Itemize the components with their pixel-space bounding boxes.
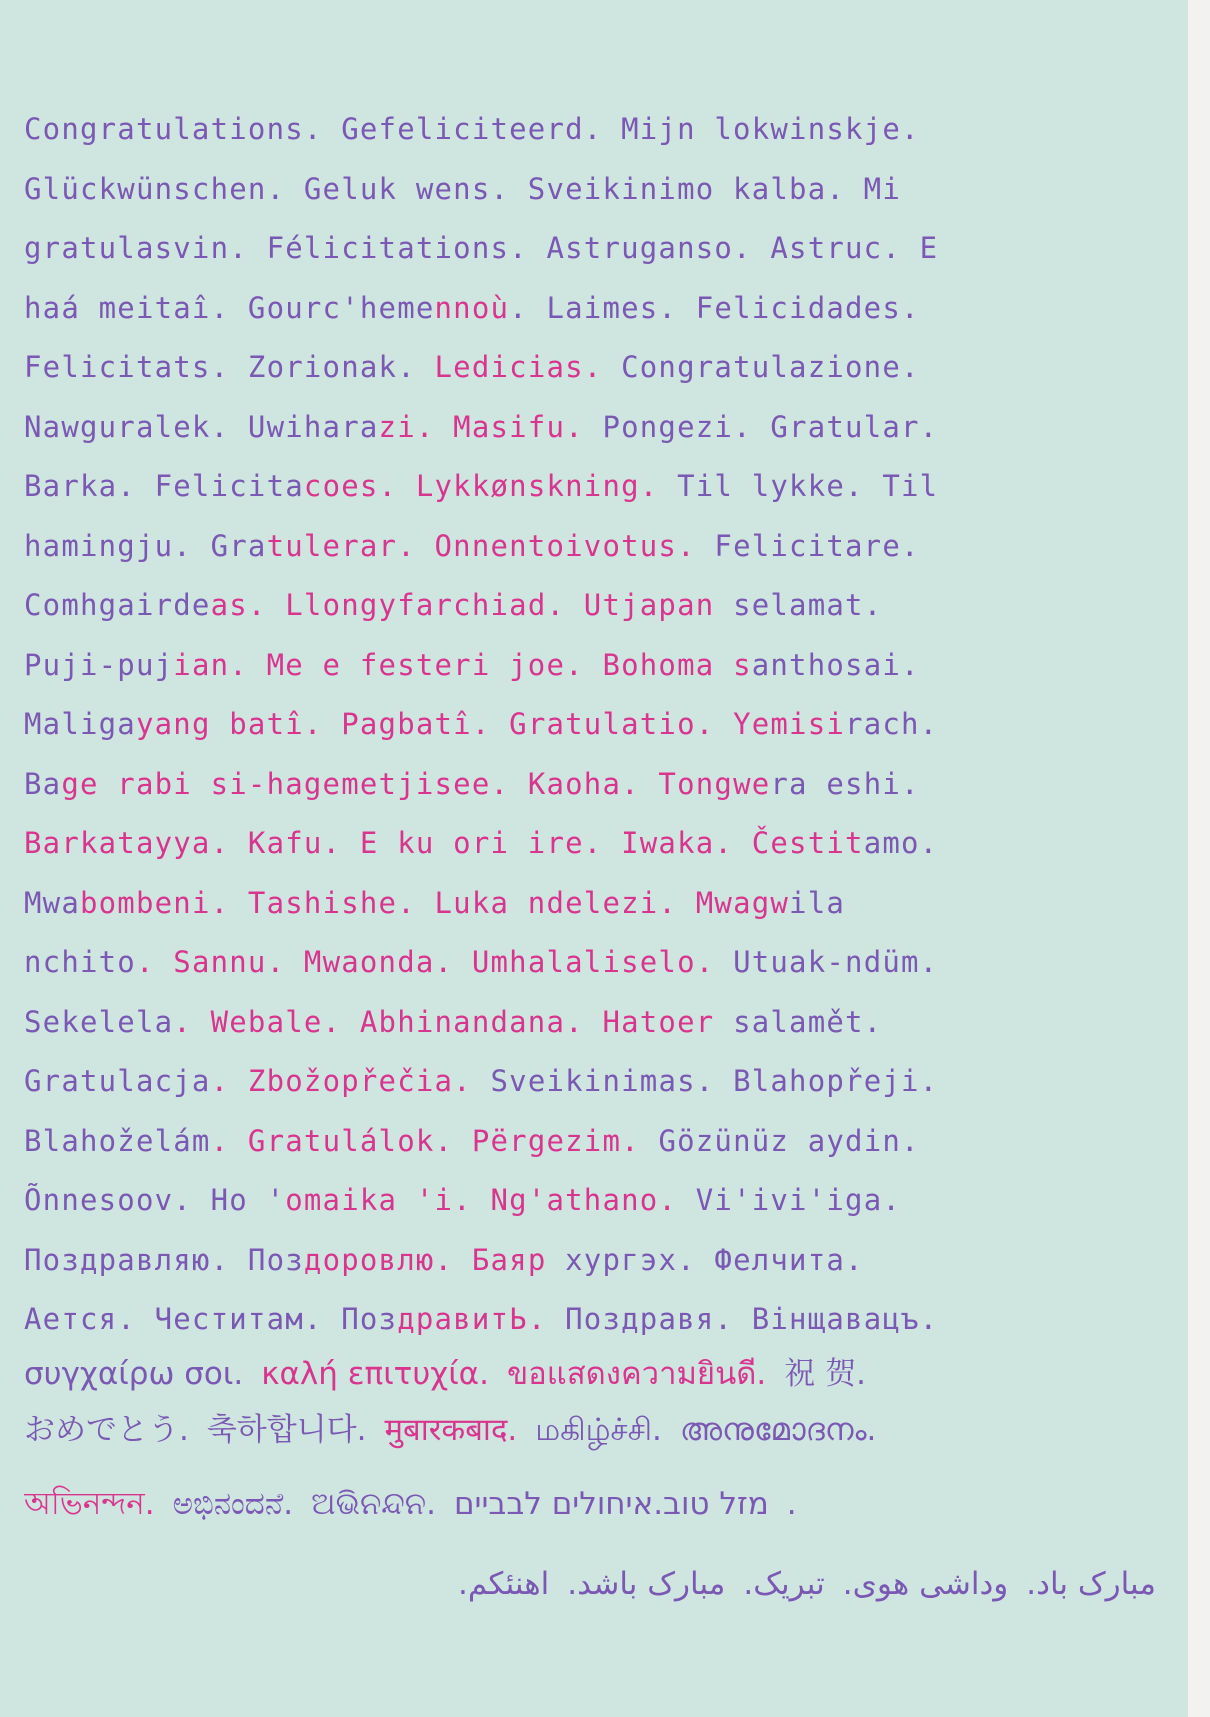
- greeting-text: nnoù: [434, 290, 510, 325]
- greeting-text: zi. Masifu.: [378, 409, 584, 444]
- greeting-text: 祝 贺.: [784, 1356, 866, 1392]
- script-line-arabic-persian: [24, 1566, 1174, 1602]
- greeting-text: gratulasvin. Félicitations. Astruganso. Astruc. E: [24, 231, 939, 265]
- greeting-text: Felicitare.: [695, 528, 920, 563]
- greeting-text: Mwa: [24, 885, 80, 920]
- greeting-text: ila: [789, 885, 846, 920]
- greeting-text: tulerar. Onnentoivotus.: [266, 528, 696, 563]
- text-line: [24, 219, 1174, 279]
- greeting-text: . Webale. Abhinandana. Hatoer: [173, 1004, 715, 1039]
- greeting-text: rach.: [845, 707, 939, 741]
- greeting-text: অভিনন্দন.: [24, 1486, 155, 1522]
- greeting-text: Vi'ivi'iga.: [677, 1183, 902, 1217]
- text-line: [24, 933, 1174, 993]
- greeting-text: おめでとう.: [24, 1412, 189, 1448]
- greeting-text: bombeni. Tashishe. Luka ndelezi. Mwagw: [79, 885, 790, 920]
- greeting-text: Õnnesoov. Ho ': [24, 1183, 286, 1217]
- greeting-text: selamat.: [714, 588, 883, 622]
- greeting-text: . Laimes. Felicidades.: [509, 290, 920, 325]
- greeting-text: Congratulazione.: [602, 350, 920, 384]
- greeting-text: مبارک باشد.: [567, 1566, 726, 1602]
- greeting-text: 축하합니다.: [206, 1412, 367, 1448]
- text-line: [24, 279, 1174, 339]
- greeting-text: Sekelela: [24, 1004, 174, 1039]
- greeting-text: اهنئکم.: [457, 1566, 550, 1602]
- text-line: [24, 1171, 1174, 1231]
- greeting-text: nchito: [24, 945, 136, 979]
- text-line: [24, 398, 1174, 458]
- script-line-greek-thai-chinese: [24, 1348, 1174, 1398]
- greeting-text: anthosai.: [751, 647, 920, 682]
- text-line: [24, 814, 1174, 874]
- greeting-text: Поздравляю. Поз: [24, 1242, 304, 1277]
- greeting-text: amo.: [863, 826, 939, 860]
- greeting-text: хургэх. Фелчита.: [546, 1242, 864, 1277]
- greeting-text: איחולים לבביים.: [453, 1486, 797, 1522]
- greeting-text: ra eshi.: [770, 766, 920, 801]
- greeting-text: ขอแสดงความยินดี.: [506, 1356, 767, 1392]
- greeting-text: Поздравя. Вінщавацъ.: [546, 1302, 939, 1336]
- greeting-text: Congratulations. Gefeliciteerd. Mijn lokwinskje.: [24, 112, 920, 146]
- greeting-text: ଅଭିନନ୍ଦନ.: [311, 1486, 436, 1522]
- congratulations-text-block: [24, 100, 1174, 1350]
- greeting-text: מזל טוב.: [653, 1486, 769, 1522]
- text-line: [24, 695, 1174, 755]
- greeting-text: Glückwünschen. Geluk wens. Sveikinimo kalba. Mi: [24, 171, 901, 206]
- greeting-text: Blahoželám: [24, 1123, 211, 1158]
- greeting-text: Sveikinimas. Blahopřeji.: [471, 1064, 939, 1098]
- script-line-bengali-kannada-hebrew: [24, 1480, 1174, 1532]
- text-line: [24, 517, 1174, 577]
- script-line-japanese-korean-indic: [24, 1404, 1174, 1452]
- card-edge: [1188, 0, 1210, 1717]
- greeting-text: Nawguralek. Uwihara: [24, 409, 379, 444]
- greeting-text: Utuak-ndüm.: [714, 945, 939, 979]
- text-line: [24, 100, 1174, 160]
- greeting-text: ge rabi si-hagemetjisee. Kaoha. Tongwe: [61, 766, 771, 801]
- greeting-text: дравитЬ.: [397, 1302, 547, 1336]
- text-line: [24, 1052, 1174, 1112]
- greeting-text: omaika 'i. Ng'athano.: [285, 1183, 678, 1217]
- greeting-text: मुबारकबाद.: [384, 1412, 518, 1448]
- greeting-text: haá meitaî. Gourc'heme: [24, 290, 435, 325]
- greeting-text: . Gratulálok. Përgezim.: [210, 1123, 640, 1158]
- text-line: [24, 1290, 1174, 1350]
- greeting-text: yang batî. Pagbatî. Gratulatio. Yemisi: [135, 707, 846, 741]
- text-line: [24, 755, 1174, 815]
- greeting-text: Maliga: [24, 707, 136, 741]
- text-line: [24, 160, 1174, 220]
- greeting-text: Ается. Честитам. Поз: [24, 1302, 398, 1336]
- text-line: [24, 1231, 1174, 1291]
- greeting-text: . Sannu. Mwaonda. Umhalaliselo.: [135, 945, 715, 979]
- text-line: [24, 993, 1174, 1053]
- greeting-text: . Zbožopřečia.: [210, 1064, 472, 1098]
- greeting-text: доровлю. Баяр: [303, 1242, 547, 1277]
- greeting-text: Gözünüz aydin.: [639, 1123, 920, 1158]
- greeting-text: Til lykke. Til: [658, 469, 939, 503]
- greeting-text: συγχαίρω σοι.: [24, 1356, 244, 1392]
- greeting-text: അനുമോദനം.: [679, 1412, 877, 1448]
- text-line: [24, 576, 1174, 636]
- greeting-text: as. Llongyfarchiad. Utjapan: [210, 588, 715, 622]
- greeting-text: Ledicias.: [434, 350, 603, 384]
- text-line: [24, 1112, 1174, 1172]
- greeting-text: وداشی هوی.: [842, 1566, 1009, 1602]
- greeting-text: καλή επιτυχία.: [261, 1356, 489, 1392]
- greeting-text: تبریک.: [743, 1566, 825, 1602]
- greeting-text: coes. Lykkønskning.: [303, 469, 659, 503]
- text-line: [24, 457, 1174, 517]
- greeting-text: Comhgairde: [24, 588, 211, 622]
- greeting-text: hamingju. Gra: [24, 528, 267, 563]
- greeting-text: ian. Me e festeri joe. Bohoma s: [173, 647, 752, 682]
- greeting-text: Barka. Felicita: [24, 469, 304, 503]
- greeting-text: Puji-puj: [24, 647, 174, 682]
- greeting-text: Ba: [24, 766, 62, 801]
- greeting-text: Pongezi. Gratular.: [583, 409, 939, 444]
- greeting-text: salamět.: [714, 1004, 883, 1039]
- text-line: [24, 874, 1174, 934]
- greeting-text: ಅಭಿನಂದನೆ.: [172, 1486, 294, 1522]
- text-line: [24, 636, 1174, 696]
- greeting-text: مبارک باد.: [1026, 1566, 1156, 1602]
- text-line: [24, 338, 1174, 398]
- greeting-text: Gratulacja: [24, 1064, 211, 1098]
- greeting-text: மகிழ்ச்சி.: [535, 1412, 662, 1448]
- greeting-text: Felicitats. Zorionak.: [24, 350, 435, 384]
- greeting-text: Barkatayya. Kafu. E ku ori ire. Iwaka. Čestit: [24, 826, 864, 860]
